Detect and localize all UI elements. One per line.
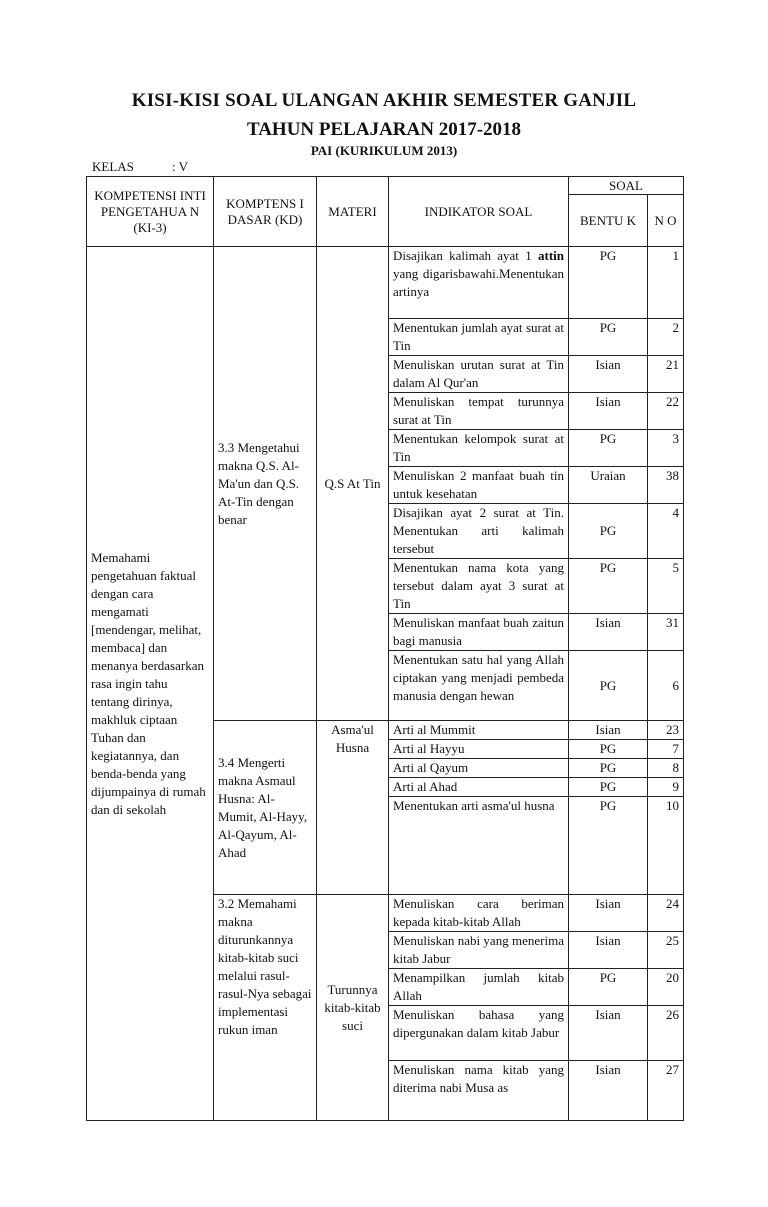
bentuk-cell: PG — [569, 759, 648, 778]
kelas-label: KELAS — [92, 159, 134, 174]
bentuk-cell: Isian — [569, 721, 648, 740]
header-materi: MATERI — [317, 177, 389, 247]
indikator-text: Menentukan satu hal yang Allah ciptakan yang menjadi pembeda manusia dengan hewan — [393, 652, 564, 703]
indikator-cell — [389, 430, 569, 467]
indikator-cell — [389, 895, 569, 932]
no-cell: 24 — [648, 895, 684, 932]
bentuk-cell: Isian — [569, 1006, 648, 1061]
indikator-text: Menentukan nama kota yang tersebut dalam ayat 3 surat at Tin — [393, 560, 564, 611]
materi-cell: Q.S At Tin — [317, 247, 389, 721]
indikator-text: Menentukan arti asma'ul husna — [393, 798, 555, 813]
bentuk-cell: Isian — [569, 895, 648, 932]
indikator-text: Arti al Qayum — [393, 760, 469, 775]
indikator-cell — [389, 759, 569, 778]
header-soal: SOAL — [569, 177, 684, 195]
bentuk-cell: Isian — [569, 614, 648, 651]
no-cell: 23 — [648, 721, 684, 740]
doc-title: KISI-KISI SOAL ULANGAN AKHIR SEMESTER GANJIL — [131, 90, 637, 111]
indikator-text: Menentukan jumlah ayat surat at Tin — [393, 320, 564, 353]
indikator-cell — [389, 467, 569, 504]
kelas-value: : V — [172, 159, 189, 174]
header-bentuk: BENTU K — [569, 195, 648, 247]
bentuk-cell: PG — [569, 969, 648, 1006]
bentuk-cell: Isian — [569, 356, 648, 393]
indikator-cell — [389, 247, 569, 319]
doc-subject: PAI (KURIKULUM 2013) — [310, 143, 458, 158]
indikator-cell — [389, 721, 569, 740]
indikator-text: Menampilkan jumlah kitab Allah — [393, 970, 564, 1003]
indikator-cell — [389, 1006, 569, 1061]
header-ki: KOMPETENSI INTI PENGETAHUA N (KI-3) — [87, 177, 214, 247]
indikator-text: Menuliskan bahasa yang dipergunakan dalam kitab Jabur — [393, 1007, 564, 1040]
kelas-line — [92, 159, 189, 175]
indikator-text: Menuliskan cara beriman kepada kitab-kitab Allah — [393, 896, 564, 929]
indikator-text: Menuliskan manfaat buah zaitun bagi manusia — [393, 615, 564, 648]
indikator-text: Disajikan ayat 2 surat at Tin. Menentukan arti kalimah tersebut — [393, 505, 564, 556]
bentuk-cell: Isian — [569, 393, 648, 430]
header-no: N O — [648, 195, 684, 247]
indikator-cell — [389, 778, 569, 797]
indikator-cell — [389, 969, 569, 1006]
bentuk-cell: PG — [569, 247, 648, 319]
bentuk-cell: Uraian — [569, 467, 648, 504]
indikator-cell — [389, 932, 569, 969]
indikator-cell — [389, 614, 569, 651]
no-cell: 27 — [648, 1061, 684, 1121]
indikator-text: Arti al Mummit — [393, 722, 476, 737]
no-cell: 26 — [648, 1006, 684, 1061]
indikator-text: Arti al Ahad — [393, 779, 458, 794]
no-cell: 38 — [648, 467, 684, 504]
bentuk-cell: PG — [569, 504, 648, 559]
indikator-cell — [389, 393, 569, 430]
bentuk-cell: PG — [569, 559, 648, 614]
bentuk-cell: PG — [569, 778, 648, 797]
indikator-cell — [389, 797, 569, 895]
indikator-cell — [389, 740, 569, 759]
indikator-text-cont: yang digarisbawahi.Menentukan artinya — [393, 266, 564, 299]
indikator-text: Menuliskan urutan surat at Tin dalam Al Qur'an — [393, 357, 564, 390]
no-cell: 22 — [648, 393, 684, 430]
indikator-cell — [389, 356, 569, 393]
indikator-text: Menuliskan nabi yang menerima kitab Jabur — [393, 933, 564, 966]
bentuk-cell: PG — [569, 319, 648, 356]
no-cell: 20 — [648, 969, 684, 1006]
indikator-cell — [389, 319, 569, 356]
indikator-cell — [389, 559, 569, 614]
indikator-bold-text: attin — [538, 248, 565, 263]
no-cell: 25 — [648, 932, 684, 969]
materi-cell: Turunnya kitab-kitab suci — [317, 895, 389, 1121]
doc-year: TAHUN PELAJARAN 2017-2018 — [246, 119, 522, 140]
kd-cell: 3.2 Memahami makna diturunkannya kitab-kitab suci melalui rasul-rasul-Nya sebagai implementasi rukun iman — [214, 895, 317, 1121]
bentuk-cell: PG — [569, 651, 648, 721]
kd-cell: 3.3 Mengetahui makna Q.S. Al-Ma'un dan Q.S. At-Tin dengan benar — [214, 247, 317, 721]
no-cell: 3 — [648, 430, 684, 467]
no-cell: 5 — [648, 559, 684, 614]
indikator-text: Menuliskan tempat turunnya surat at Tin — [393, 394, 564, 427]
kisi-kisi-table — [86, 176, 684, 1121]
no-cell: 4 — [648, 504, 684, 559]
bentuk-cell: Isian — [569, 1061, 648, 1121]
bentuk-cell: PG — [569, 740, 648, 759]
indikator-cell — [389, 651, 569, 721]
bentuk-cell: PG — [569, 430, 648, 467]
indikator-text: Menuliskan 2 manfaat buah tin untuk kesehatan — [393, 468, 564, 501]
indikator-text: Disajikan kalimah ayat 1 — [393, 248, 532, 263]
materi-cell: Asma'ul Husna — [317, 721, 389, 895]
kd-cell: 3.4 Mengerti makna Asmaul Husna: Al-Mumit, Al-Hayy, Al-Qayum, Al-Ahad — [214, 721, 317, 895]
no-cell: 8 — [648, 759, 684, 778]
no-cell: 6 — [648, 651, 684, 721]
indikator-text: Menentukan kelompok surat at Tin — [393, 431, 564, 464]
no-cell: 2 — [648, 319, 684, 356]
no-cell: 31 — [648, 614, 684, 651]
header-indikator: INDIKATOR SOAL — [389, 177, 569, 247]
no-cell: 7 — [648, 740, 684, 759]
no-cell: 10 — [648, 797, 684, 895]
header-kd: KOMPTENS I DASAR (KD) — [214, 177, 317, 247]
indikator-text: Arti al Hayyu — [393, 741, 465, 756]
no-cell: 9 — [648, 778, 684, 797]
ki-cell: Memahami pengetahuan faktual dengan cara mengamati [mendengar, melihat, membaca] dan menanya berdasarkan rasa ingin tahu tentang dirinya, makhluk ciptaan Tuhan dan kegiatannya, dan benda-benda yang dijumpainya di rumah dan di sekolah — [87, 247, 214, 1121]
indikator-cell — [389, 1061, 569, 1121]
no-cell: 21 — [648, 356, 684, 393]
indikator-cell — [389, 504, 569, 559]
bentuk-cell: PG — [569, 797, 648, 895]
no-cell: 1 — [648, 247, 684, 319]
table-row — [87, 247, 684, 319]
bentuk-cell: Isian — [569, 932, 648, 969]
indikator-text: Menuliskan nama kitab yang diterima nabi Musa as — [393, 1062, 564, 1095]
